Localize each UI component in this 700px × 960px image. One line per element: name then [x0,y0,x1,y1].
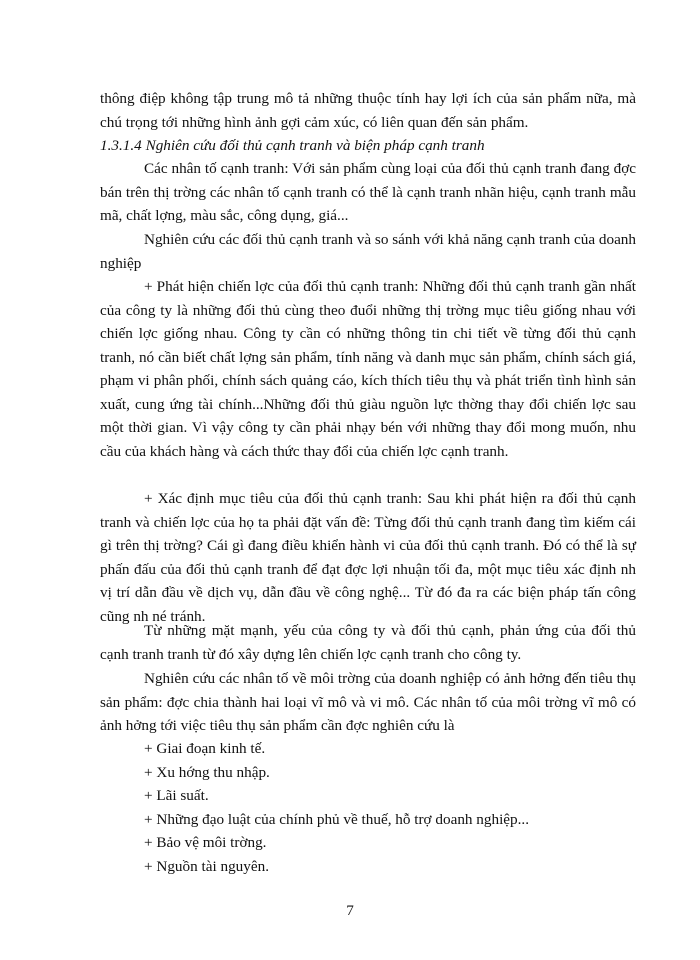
list-item: + Xu hớng thu nhập. [144,764,270,781]
list-item: + Nguồn tài nguyên. [144,858,269,875]
paragraph-determine-goals: + Xác định mục tiêu của đối thủ cạnh tranh: Sau khi phát hiện ra đối thủ cạnh tranh và chiến lợc của họ ta phải đặt vấn đề: Từng đối thủ cạnh tranh đang tìm kiếm cái gì trên thị trờng? Cái gì đang điều khiển hành vi của đối thủ cạnh tranh. Đó có thể là sự phấn đấu của đối thủ cạnh tranh để đạt đợc lợi nhuận tối đa, một mục tiêu xác định nh vị trí dẫn đầu về dịch vụ, dẫn đầu về công nghệ... Từ đó đa ra các biện pháp tấn công cũng nh né tránh. [100,490,636,625]
paragraph-competitive-factors: Các nhân tố cạnh tranh: Với sản phẩm cùng loại của đối thủ cạnh tranh đang đợc bán trên thị trờng các nhân tố cạnh tranh có thể là cạnh tranh nhãn hiệu, cạnh tranh mẫu mã, chất lợng, màu sắc, công dụng, giá... [100,160,636,224]
intro-paragraph: thông điệp không tập trung mô tả những thuộc tính hay lợi ích của sản phẩm nữa, mà chú trọng tới những hình ảnh gợi cảm xúc, có liên quan đến sản phẩm. [100,90,636,131]
list-item: + Giai đoạn kinh tế. [144,740,266,757]
paragraph-detect-strategy: + Phát hiện chiến lợc của đối thủ cạnh tranh: Những đối thủ cạnh tranh gần nhất của công ty là những đối thủ cùng theo đuổi những thị trờng mục tiêu giống nhau với chiến lợc giống nhau. Công ty cần có những thông tin chi tiết về từng đối thủ cạnh tranh, nó cần biết chất lợng sản phẩm, tính năng và danh mục sản phẩm, chính sách giá, phạm vi phân phối, chính sách quảng cáo, kích thích tiêu thụ và phát triển tình hình sản xuất, cung ứng tài chính...Những đối thủ giàu nguồn lực thờng thay đổi chiến lợc sau một thời gian. Vì vậy công ty cần phải nhạy bén với những thay đổi mong muốn, nhu cầu của khách hàng và cách thức thay đổi của chiến lợc cạnh tranh. [100,278,636,460]
list-item: + Những đạo luật của chính phủ về thuế, hỗ trợ doanh nghiệp... [144,811,530,828]
paragraph-competitor-research: Nghiên cứu các đối thủ cạnh tranh và so sánh với khả năng cạnh tranh của doanh nghiệp [100,231,636,272]
paragraph-strengths-weaknesses: Từ những mặt mạnh, yếu của công ty và đối thủ cạnh, phản ứng của đối thủ cạnh tranh tranh từ đó xây dựng lên chiến lợc cạnh tranh cho công ty. [100,622,636,663]
list-item: + Lãi suất. [144,787,209,804]
list-item: + Bảo vệ môi trờng. [144,834,267,851]
paragraph-environment-factors: Nghiên cứu các nhân tố về môi trờng của doanh nghiệp có ảnh hởng đến tiêu thụ sản phẩm: đợc chia thành hai loại vĩ mô và vi mô. Các nhân tố của môi trờng vĩ mô có ảnh hởng tới việc tiêu thụ sản phẩm cần đợc nghiên cứu là [100,670,636,734]
section-heading: 1.3.1.4 Nghiên cứu đối thủ cạnh tranh và biện pháp cạnh tranh [100,137,485,154]
page-number: 7 [346,902,354,919]
